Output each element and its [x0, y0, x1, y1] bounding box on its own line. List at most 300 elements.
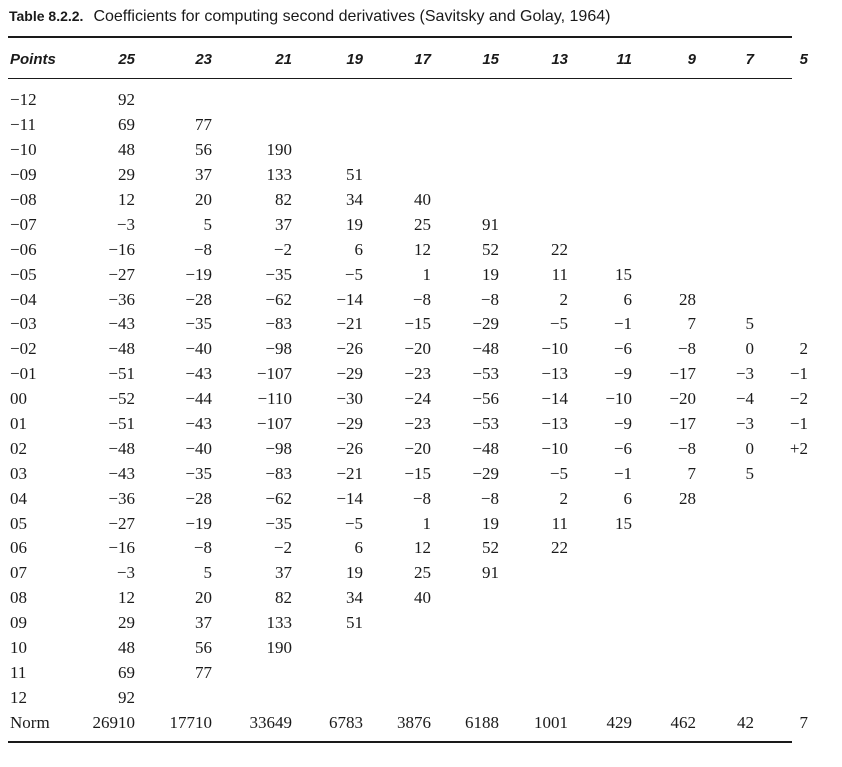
coefficient-cell [696, 660, 754, 685]
coefficient-cell: −20 [669, 389, 696, 409]
coefficient-cell [568, 536, 632, 561]
coefficient-cell: −62 [265, 289, 292, 309]
coefficient-cell: −48 [472, 339, 499, 359]
coefficient-cell: −15 [404, 463, 431, 483]
coefficient-cell: −17 [669, 414, 696, 434]
coefficient-cell: −28 [185, 488, 212, 508]
coefficient-cell: 6 [354, 538, 363, 558]
coefficient-cell: 91 [482, 214, 499, 234]
norm-value: 462 [670, 713, 696, 733]
coefficient-cell [212, 84, 292, 113]
coefficient-cell: 37 [195, 165, 212, 185]
point-index: −01 [10, 364, 37, 384]
coefficient-cell [696, 188, 754, 213]
coefficient-cell: −51 [108, 364, 135, 384]
coefficient-cell: −21 [336, 314, 363, 334]
point-index: 06 [10, 538, 27, 558]
header-row [8, 44, 808, 74]
coefficient-cell: −9 [613, 414, 632, 434]
table-row [8, 188, 808, 213]
coefficient-cell: −40 [185, 339, 212, 359]
coefficient-cell [754, 511, 808, 536]
column-header: 15 [482, 50, 499, 68]
coefficient-cell [568, 84, 632, 113]
table-row [8, 611, 808, 636]
coefficient-cell [696, 561, 754, 586]
coefficient-cell: −48 [108, 339, 135, 359]
coefficient-cell: −6 [613, 339, 632, 359]
point-index: 02 [10, 438, 27, 458]
coefficient-cell [568, 163, 632, 188]
coefficient-cell: −83 [265, 463, 292, 483]
coefficient-cell [431, 685, 499, 710]
coefficient-cell [499, 611, 568, 636]
coefficient-cell: −10 [541, 438, 568, 458]
coefficient-cell: −24 [404, 389, 431, 409]
coefficient-cell [632, 561, 696, 586]
coefficient-cell: −20 [404, 438, 431, 458]
point-index: 03 [10, 463, 27, 483]
coefficient-cell: −13 [541, 364, 568, 384]
point-index: 09 [10, 613, 27, 633]
coefficients-table [8, 44, 808, 736]
point-index: 00 [10, 389, 27, 409]
coefficient-cell [754, 312, 808, 337]
coefficient-cell [363, 636, 431, 661]
point-index: 08 [10, 588, 27, 608]
point-index: −10 [10, 140, 37, 160]
table-row [8, 138, 808, 163]
coefficient-cell [632, 660, 696, 685]
coefficient-cell [754, 660, 808, 685]
coefficient-cell: 6 [623, 289, 632, 309]
coefficient-cell [632, 237, 696, 262]
coefficient-cell [568, 636, 632, 661]
norm-value: 1001 [534, 713, 568, 733]
coefficient-cell [754, 84, 808, 113]
coefficient-cell: −43 [108, 463, 135, 483]
coefficient-cell: 29 [118, 613, 135, 633]
norm-label: Norm [10, 713, 50, 733]
coefficient-cell: 77 [195, 662, 212, 682]
coefficient-cell: −53 [472, 364, 499, 384]
coefficient-cell [632, 636, 696, 661]
table-row [8, 486, 808, 511]
coefficient-cell: −16 [108, 538, 135, 558]
coefficient-cell: −83 [265, 314, 292, 334]
coefficient-cell: 5 [203, 214, 212, 234]
coefficient-cell: −26 [336, 339, 363, 359]
coefficient-cell: −23 [404, 364, 431, 384]
coefficient-cell: 12 [414, 538, 431, 558]
coefficient-cell [632, 188, 696, 213]
coefficient-cell: 82 [275, 190, 292, 209]
coefficient-cell: 34 [346, 190, 363, 209]
coefficient-cell: 37 [275, 563, 292, 583]
coefficient-cell [431, 611, 499, 636]
column-header: 23 [195, 50, 212, 68]
coefficient-cell: −3 [735, 414, 754, 434]
coefficient-cell [696, 138, 754, 163]
norm-value: 42 [737, 713, 754, 733]
coefficient-cell: 91 [482, 563, 499, 583]
coefficient-cell [568, 660, 632, 685]
coefficient-cell [696, 511, 754, 536]
coefficient-cell: 40 [414, 190, 431, 209]
coefficient-cell [754, 611, 808, 636]
coefficient-cell [431, 188, 499, 213]
coefficient-cell [568, 685, 632, 710]
coefficient-cell [754, 287, 808, 312]
table-row [8, 561, 808, 586]
table-row [8, 113, 808, 138]
column-header: 7 [745, 50, 754, 68]
coefficient-cell [363, 611, 431, 636]
coefficient-cell: −8 [480, 488, 499, 508]
coefficient-cell: 12 [118, 190, 135, 209]
coefficient-cell [135, 84, 212, 113]
coefficient-cell: 5 [203, 563, 212, 583]
coefficient-cell: 1 [422, 513, 431, 533]
coefficient-cell [754, 262, 808, 287]
point-index: −09 [10, 165, 37, 185]
coefficient-cell: −8 [677, 438, 696, 458]
coefficient-cell [568, 586, 632, 611]
coefficient-cell: −8 [677, 339, 696, 359]
table-number: Table 8.2.2. [9, 8, 84, 24]
coefficient-cell [568, 212, 632, 237]
coefficient-cell [696, 486, 754, 511]
coefficient-cell [632, 511, 696, 536]
coefficient-cell [292, 685, 363, 710]
coefficient-cell: +2 [789, 438, 808, 458]
coefficient-cell: −48 [108, 438, 135, 458]
norm-value: 17710 [169, 713, 212, 733]
point-index: −11 [10, 115, 36, 135]
coefficient-cell: −43 [108, 314, 135, 334]
table-row [8, 586, 808, 611]
coefficient-cell: 1 [422, 264, 431, 284]
table-row [8, 660, 808, 685]
coefficient-cell [632, 586, 696, 611]
table-row [8, 312, 808, 337]
coefficient-cell: −21 [336, 463, 363, 483]
coefficient-cell: 0 [745, 339, 754, 359]
point-index: 10 [10, 638, 27, 658]
coefficient-cell [363, 163, 431, 188]
coefficient-cell [754, 636, 808, 661]
coefficient-cell [135, 685, 212, 710]
point-index: −05 [10, 264, 37, 284]
top-rule [8, 36, 792, 38]
coefficient-cell: 12 [414, 239, 431, 259]
coefficient-cell [696, 113, 754, 138]
coefficient-cell: 190 [266, 140, 292, 160]
coefficient-cell: −3 [735, 364, 754, 384]
coefficient-cell: 69 [118, 115, 135, 135]
coefficient-cell: −5 [549, 314, 568, 334]
coefficient-cell [696, 84, 754, 113]
coefficient-cell: 2 [559, 488, 568, 508]
coefficient-cell: −8 [193, 239, 212, 259]
coefficient-cell: −62 [265, 488, 292, 508]
coefficient-cell: −10 [541, 339, 568, 359]
coefficient-cell [696, 611, 754, 636]
coefficient-cell [212, 685, 292, 710]
coefficient-cell: 28 [679, 289, 696, 309]
coefficient-cell: 69 [118, 662, 135, 682]
coefficient-cell [754, 561, 808, 586]
coefficient-cell [754, 486, 808, 511]
column-header: 11 [616, 50, 632, 68]
table-row [8, 237, 808, 262]
coefficient-cell [568, 237, 632, 262]
coefficient-cell: −8 [193, 538, 212, 558]
coefficient-cell [499, 113, 568, 138]
coefficient-cell [431, 84, 499, 113]
coefficient-cell: −43 [185, 414, 212, 434]
coefficient-cell: 11 [551, 264, 568, 284]
coefficient-cell: 133 [266, 165, 292, 185]
coefficient-cell: −20 [404, 339, 431, 359]
coefficient-cell: 20 [195, 588, 212, 608]
coefficient-cell: −35 [265, 264, 292, 284]
coefficient-cell: −107 [256, 364, 292, 384]
coefficient-cell: −15 [404, 314, 431, 334]
coefficient-cell: 7 [687, 314, 696, 334]
coefficient-cell [696, 287, 754, 312]
coefficient-cell: 6 [623, 488, 632, 508]
coefficient-cell: −14 [541, 389, 568, 409]
coefficient-cell: −30 [336, 389, 363, 409]
coefficient-cell: 52 [482, 538, 499, 558]
table-title: Coefficients for computing second derivatives (Savitsky and Golay, 1964) [93, 8, 611, 25]
column-header: 19 [346, 50, 363, 68]
coefficient-cell: 20 [195, 190, 212, 209]
coefficient-cell: −35 [265, 513, 292, 533]
norm-value: 26910 [92, 713, 135, 733]
coefficient-cell [568, 561, 632, 586]
coefficient-cell [568, 113, 632, 138]
coefficient-cell: −110 [257, 389, 292, 409]
coefficient-cell: 37 [275, 214, 292, 234]
coefficient-cell [499, 163, 568, 188]
coefficient-cell [696, 636, 754, 661]
coefficient-cell [363, 113, 431, 138]
coefficient-cell: −5 [344, 513, 363, 533]
coefficient-cell [568, 611, 632, 636]
coefficient-cell [499, 660, 568, 685]
coefficient-cell: 7 [687, 463, 696, 483]
coefficient-cell [632, 163, 696, 188]
coefficient-cell: −8 [412, 488, 431, 508]
coefficient-cell [632, 611, 696, 636]
coefficient-cell: −56 [472, 389, 499, 409]
column-header: 17 [414, 50, 431, 68]
coefficient-cell: 133 [266, 613, 292, 633]
coefficient-cell [754, 586, 808, 611]
coefficient-cell: 15 [615, 264, 632, 284]
table-row [8, 163, 808, 188]
coefficient-cell: 25 [414, 563, 431, 583]
coefficient-cell [499, 561, 568, 586]
coefficient-cell: −3 [116, 214, 135, 234]
coefficient-cell [632, 138, 696, 163]
coefficient-cell [292, 636, 363, 661]
coefficient-cell: −23 [404, 414, 431, 434]
coefficient-cell [696, 212, 754, 237]
coefficient-cell: 48 [118, 638, 135, 658]
coefficient-cell [568, 188, 632, 213]
coefficient-cell [431, 636, 499, 661]
coefficient-cell: −28 [185, 289, 212, 309]
point-index: −02 [10, 339, 37, 359]
coefficient-cell: −8 [480, 289, 499, 309]
coefficient-cell [431, 660, 499, 685]
coefficient-cell: 2 [799, 339, 808, 359]
table-row [8, 212, 808, 237]
coefficient-cell [212, 660, 292, 685]
coefficient-cell [363, 84, 431, 113]
coefficient-cell: 15 [615, 513, 632, 533]
coefficient-cell: −35 [185, 463, 212, 483]
coefficient-cell [431, 138, 499, 163]
point-index: −07 [10, 214, 37, 234]
point-index: 12 [10, 687, 27, 707]
table-row [8, 362, 808, 387]
table-caption [9, 8, 610, 26]
coefficient-cell: −9 [613, 364, 632, 384]
norm-value: 33649 [249, 713, 292, 733]
coefficient-cell: 52 [482, 239, 499, 259]
table-row [8, 636, 808, 661]
coefficient-cell [499, 84, 568, 113]
coefficient-cell [363, 685, 431, 710]
coefficient-cell: −5 [549, 463, 568, 483]
coefficient-cell: 48 [118, 140, 135, 160]
coefficient-cell [632, 262, 696, 287]
coefficient-cell: −29 [336, 364, 363, 384]
point-index: −04 [10, 289, 37, 309]
column-header: 9 [687, 50, 696, 68]
coefficient-cell: 28 [679, 488, 696, 508]
coefficient-cell: −29 [472, 314, 499, 334]
coefficient-cell: 25 [414, 214, 431, 234]
coefficient-cell: 6 [354, 239, 363, 259]
coefficient-cell [754, 536, 808, 561]
coefficient-cell: 56 [195, 140, 212, 160]
coefficient-cell: −98 [265, 339, 292, 359]
coefficient-cell [632, 536, 696, 561]
norm-row [8, 710, 808, 736]
coefficient-cell: −44 [185, 389, 212, 409]
coefficient-cell [499, 188, 568, 213]
point-index: −12 [10, 90, 37, 110]
coefficient-cell: 51 [346, 165, 363, 185]
coefficient-cell [499, 636, 568, 661]
coefficient-cell: −27 [108, 264, 135, 284]
norm-value: 3876 [397, 713, 431, 733]
coefficient-cell [499, 212, 568, 237]
coefficient-cell [632, 113, 696, 138]
norm-value: 6783 [329, 713, 363, 733]
coefficient-cell: −52 [108, 389, 135, 409]
coefficient-cell: 190 [266, 638, 292, 658]
coefficient-cell: −36 [108, 488, 135, 508]
coefficient-cell: 22 [551, 239, 568, 259]
coefficient-cell [632, 685, 696, 710]
coefficient-cell: −14 [336, 289, 363, 309]
coefficient-cell [754, 113, 808, 138]
coefficient-cell: −53 [472, 414, 499, 434]
coefficient-cell: 0 [745, 438, 754, 458]
header-spacer [8, 74, 808, 84]
coefficient-cell: 5 [745, 314, 754, 334]
coefficient-cell: −51 [108, 414, 135, 434]
coefficient-cell: −19 [185, 264, 212, 284]
point-index: 05 [10, 513, 27, 533]
coefficient-cell: 19 [482, 513, 499, 533]
coefficient-cell [212, 113, 292, 138]
coefficient-cell: −13 [541, 414, 568, 434]
coefficient-cell: −27 [108, 513, 135, 533]
coefficient-cell [499, 685, 568, 710]
coefficient-cell [292, 138, 363, 163]
coefficient-cell: −4 [735, 389, 754, 409]
coefficient-cell: −2 [789, 389, 808, 409]
point-index: −08 [10, 190, 37, 209]
coefficient-cell: −29 [472, 463, 499, 483]
coefficient-cell: 51 [346, 613, 363, 633]
coefficient-cell [568, 138, 632, 163]
coefficient-cell: 34 [346, 588, 363, 608]
coefficient-cell [754, 163, 808, 188]
table-row [8, 387, 808, 412]
coefficient-cell: 92 [118, 90, 135, 110]
coefficient-cell: −10 [605, 389, 632, 409]
coefficient-cell: −6 [613, 438, 632, 458]
table-body [8, 84, 808, 736]
coefficient-cell [754, 138, 808, 163]
table-row [8, 461, 808, 486]
coefficient-cell: 82 [275, 588, 292, 608]
coefficient-cell [696, 536, 754, 561]
coefficient-cell: −43 [185, 364, 212, 384]
coefficient-cell: −2 [273, 239, 292, 259]
coefficient-cell: 19 [346, 563, 363, 583]
coefficient-cell [696, 237, 754, 262]
point-index: −03 [10, 314, 37, 334]
coefficient-cell [363, 138, 431, 163]
coefficient-cell: −1 [613, 314, 632, 334]
coefficient-cell [696, 685, 754, 710]
column-header: 21 [275, 50, 292, 68]
points-header: Points [10, 50, 56, 68]
coefficient-cell [754, 461, 808, 486]
coefficient-cell [696, 163, 754, 188]
coefficient-cell [292, 660, 363, 685]
coefficient-cell: 11 [551, 513, 568, 533]
bottom-rule [8, 741, 792, 743]
coefficient-cell: 22 [551, 538, 568, 558]
table-row [8, 536, 808, 561]
point-index: −06 [10, 239, 37, 259]
table-row [8, 436, 808, 461]
coefficient-cell: −2 [273, 538, 292, 558]
coefficient-cell [431, 163, 499, 188]
column-header: 5 [799, 50, 808, 68]
norm-value: 7 [799, 713, 808, 733]
